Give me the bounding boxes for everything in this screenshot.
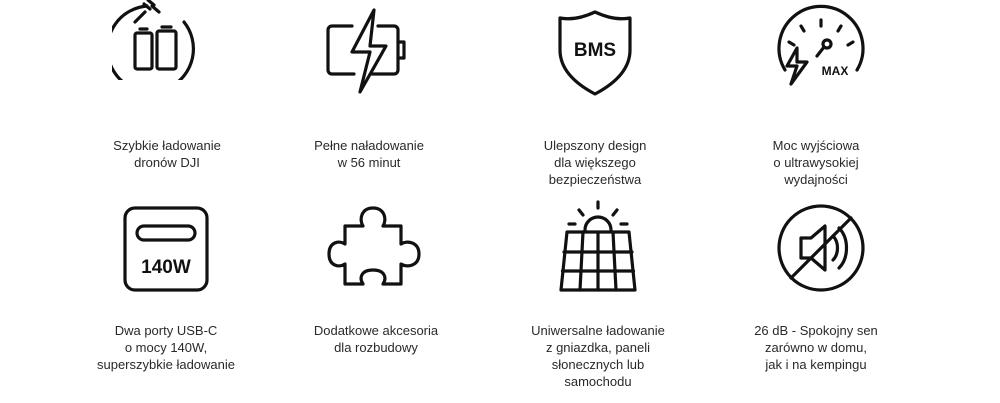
feature-accessories: [266, 200, 486, 356]
caption-line: Ulepszony design: [543, 138, 647, 153]
caption-line: Pełne naładowanie: [314, 138, 424, 153]
feature-quiet-caption: [754, 322, 878, 373]
caption-line: Uniwersalne ładowanie: [531, 323, 665, 338]
caption-line: Moc wyjściowa: [772, 138, 860, 153]
bms-label: BMS: [573, 40, 617, 61]
140w-label: 140W: [141, 257, 191, 278]
max-speedometer-icon: [761, 0, 871, 100]
muted-speaker-icon: [761, 200, 871, 296]
caption-line: samochodu: [564, 374, 632, 389]
bms-shield-icon: [540, 0, 650, 100]
caption-line: zarówno w domu,: [765, 340, 867, 355]
battery-charging-plug-icon: [112, 0, 222, 80]
feature-max-output-caption: [773, 137, 860, 188]
caption-line: dla rozbudowy: [334, 340, 418, 355]
feature-quiet: [706, 200, 926, 373]
usb-c-140w-icon: [111, 200, 221, 296]
feature-usb-c-caption: [97, 322, 235, 373]
feature-bms-safety: [485, 0, 705, 188]
caption-line: jak i na kempingu: [765, 357, 867, 372]
battery-lightning-icon: [314, 0, 424, 100]
feature-fast-charging: [57, 0, 277, 171]
caption-line: o ultrawysokiej: [773, 155, 859, 170]
caption-line: Dodatkowe akcesoria: [313, 323, 439, 338]
caption-line: dronów DJI: [134, 155, 200, 170]
feature-max-output: [706, 0, 926, 188]
feature-full-charge-time: [259, 0, 479, 171]
caption-line: o mocy 140W,: [124, 340, 208, 355]
max-label: MAX: [821, 64, 849, 78]
feature-universal-charging-caption: [531, 322, 665, 390]
caption-line: dla większego: [554, 155, 636, 170]
feature-fast-charging-caption: [113, 137, 221, 171]
caption-line: Dwa porty USB-C: [114, 323, 218, 338]
solar-panel-icon: [543, 200, 653, 296]
caption-line: Szybkie ładowanie: [113, 138, 221, 153]
caption-line: z gniazdka, paneli: [545, 340, 651, 355]
caption-line: bezpieczeństwa: [548, 172, 642, 187]
feature-bms-safety-caption: [544, 137, 647, 188]
caption-line: wydajności: [784, 172, 848, 187]
puzzle-piece-icon: [321, 200, 431, 296]
caption-line: 26 dB - Spokojny sen: [754, 323, 878, 338]
feature-full-charge-time-caption: [314, 137, 424, 171]
caption-line: superszybkie ładowanie: [96, 357, 236, 372]
feature-usb-c: [56, 200, 276, 373]
caption-line: słonecznych lub: [551, 357, 645, 372]
caption-line: w 56 minut: [337, 155, 401, 170]
feature-universal-charging: [488, 200, 708, 390]
feature-accessories-caption: [314, 322, 438, 356]
